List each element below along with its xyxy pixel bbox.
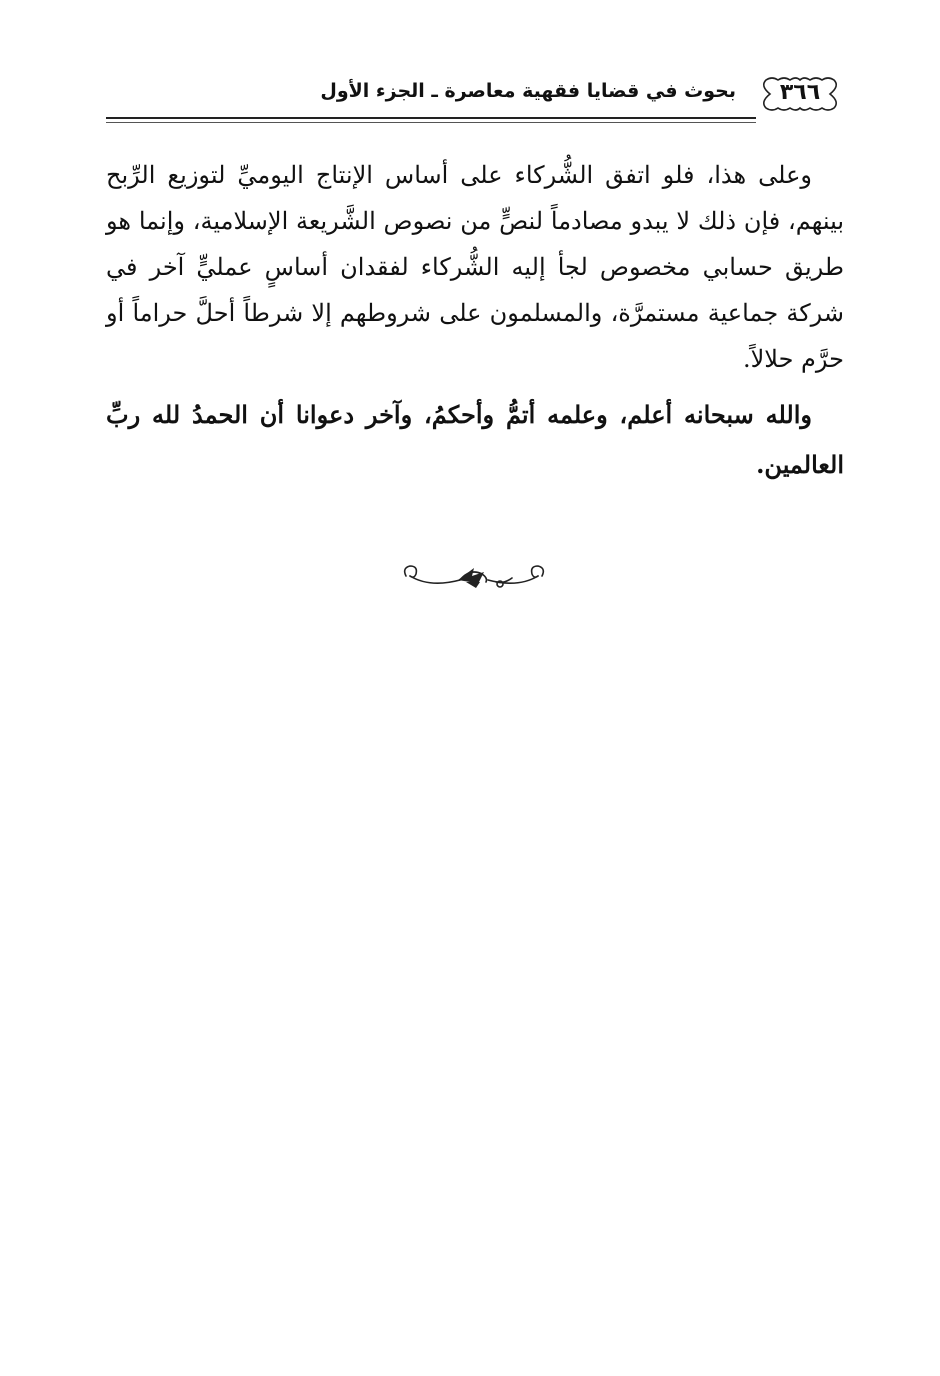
floral-ornament-icon — [400, 560, 548, 592]
running-title: بحوث في قضايا فقهية معاصرة ـ الجزء الأول — [320, 80, 736, 102]
page-header — [106, 70, 844, 120]
page-number: ٣٦٦ — [779, 80, 821, 105]
page-number-frame — [756, 74, 844, 114]
closing-paragraph: والله سبحانه أعلم، وعلمه أتمُّ وأحكمُ، وآخر دعوانا أن الحمدُ لله ربِّ العالمين. — [106, 400, 844, 479]
header-rule-thin — [106, 122, 756, 123]
body-paragraph: وعلى هذا، فلو اتفق الشُّركاء على أساس الإنتاج اليوميِّ لتوزيع الرِّبح بينهم، فإن ذلك لا يبدو مصادماً لنصٍّ من نصوص الشَّريعة الإسلامية، وإنما هو طريق حسابي مخصوص لجأ إليه الشُّركاء لفقدان أساسٍ عمليٍّ آخر في شركة جماعية مستمرَّة، والمسلمون على شروطهم إلا شرطاً أحلَّ حراماً أو حرَّم حلالاً. — [106, 161, 844, 373]
main-text — [106, 152, 844, 490]
header-rule — [106, 117, 756, 119]
